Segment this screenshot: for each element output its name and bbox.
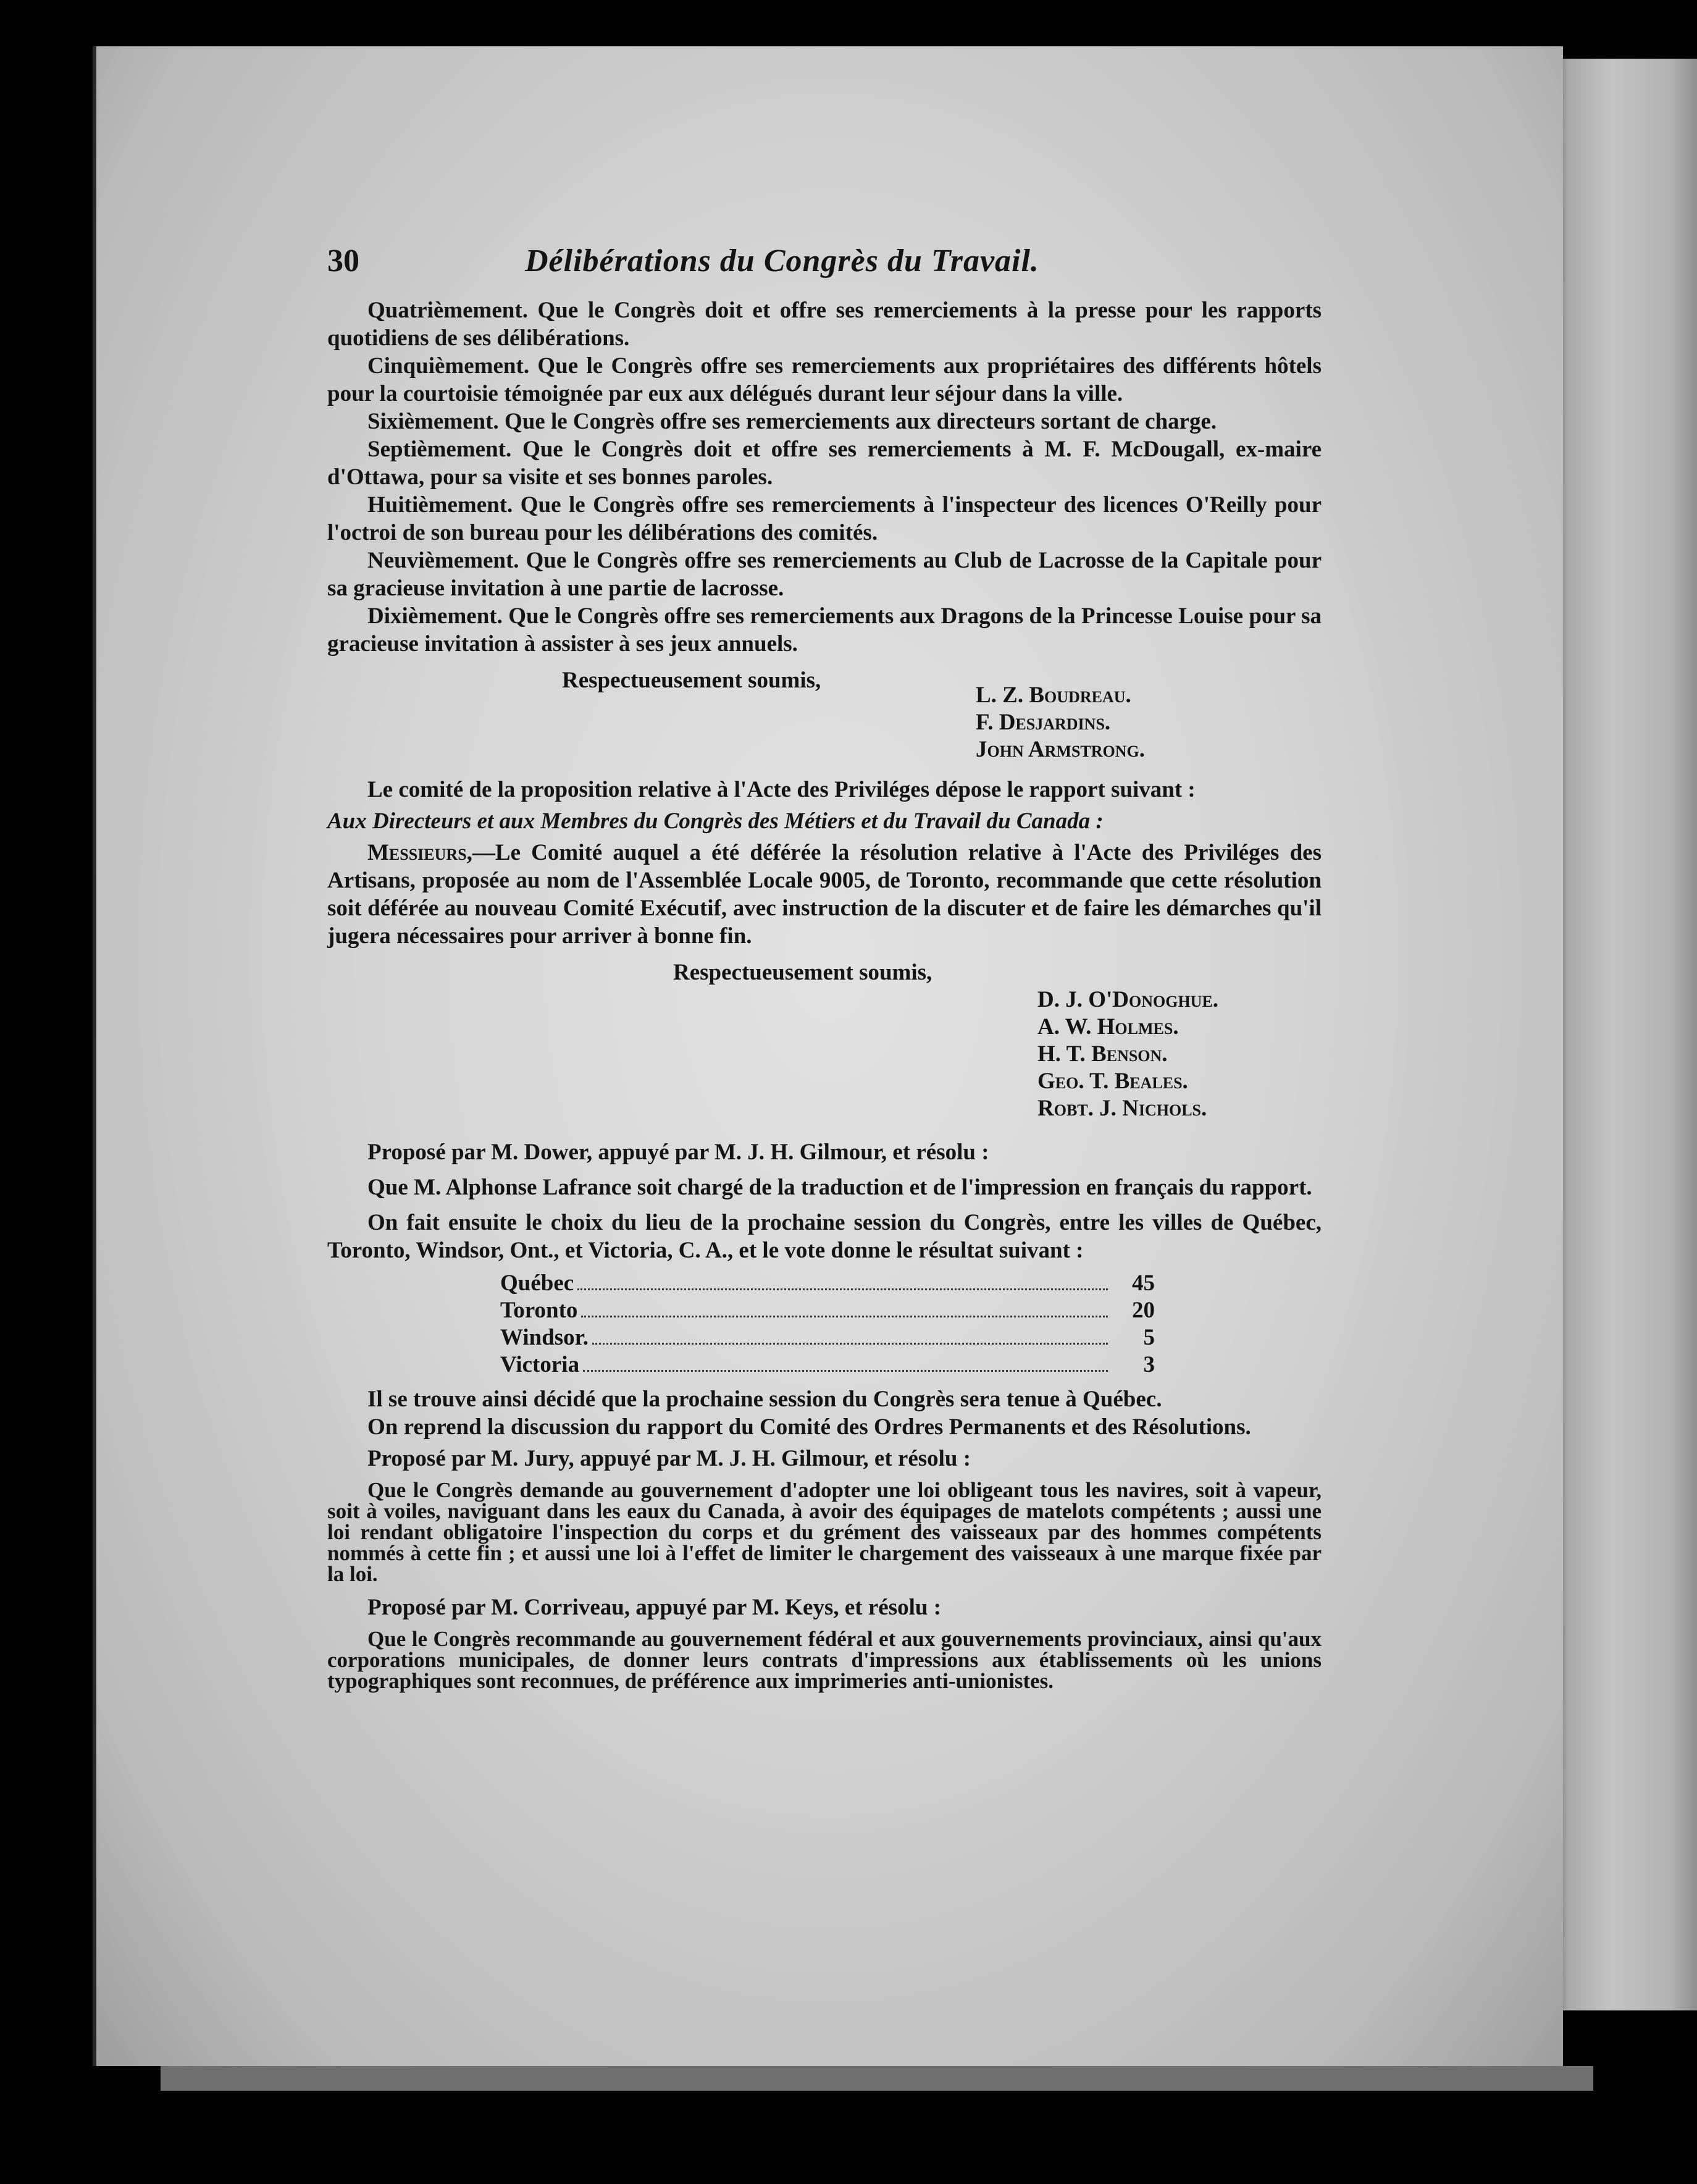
address-line: Aux Directeurs et aux Membres du Congrès des Métiers et du Travail du Canada : bbox=[327, 808, 1104, 834]
running-title: Délibérations du Congrès du Travail. bbox=[525, 243, 1039, 279]
vote-row bbox=[500, 1269, 1155, 1296]
vote-city: Windsor. bbox=[500, 1325, 589, 1350]
leader-dots bbox=[583, 1370, 1108, 1372]
vote-row bbox=[500, 1351, 1155, 1378]
signer-name: A. W. Holmes. bbox=[1037, 1014, 1179, 1040]
resolution-lead: Neuvièmement. bbox=[367, 548, 519, 573]
signer-name: Robt. J. Nichols. bbox=[1037, 1096, 1207, 1121]
signers-list-1 bbox=[976, 682, 1322, 763]
report-lead: Messieurs, bbox=[367, 840, 472, 865]
page-header bbox=[327, 243, 1322, 296]
resolution-lead: Quatrièmement. bbox=[367, 298, 528, 323]
vote-table bbox=[500, 1269, 1155, 1378]
vote-count: 20 bbox=[1132, 1298, 1155, 1323]
vote-count: 3 bbox=[1143, 1352, 1155, 1377]
motion-heading: Proposé par M. Jury, appuyé par M. J. H. Gilmour, et résolu : bbox=[367, 1446, 971, 1471]
resolutions-list bbox=[327, 296, 1322, 658]
motion-text: Que le Congrès demande au gouvernement d'adopter une loi obligeant tous les navires, soit à vapeur, soit à voiles, naviguant dans les eaux du Canada, à avoir des équipages de matelots compétents ; aussi une loi rendant obligatoire l'inspection du corps et du grément des vaisseaux par des hommes compétents nommés à cette fin ; et aussi une loi à l'effet de limiter le chargement des vaisseaux à une marque fixée par la loi. bbox=[327, 1478, 1322, 1586]
closing-block-2 bbox=[327, 959, 1322, 1122]
signers-list-2 bbox=[1037, 986, 1322, 1122]
resolution-text: Que le Congrès offre ses remerciements aux directeurs sortant de charge. bbox=[504, 409, 1217, 434]
report-text: —Le Comité auquel a été déférée la résolution relative à l'Acte des Priviléges des Artisans, proposée au nom de l'Assemblée Locale 9005, de Toronto, recommande que cette résolution soit déférée au nouveau Comité Exécutif, avec instruction de la discuter et de faire les démarches qu'il jugera nécessaires pour arriver à bonne fin. bbox=[327, 840, 1322, 949]
motion-heading: Proposé par M. Dower, appuyé par M. J. H. Gilmour, et résolu : bbox=[367, 1140, 989, 1165]
vote-row bbox=[500, 1324, 1155, 1351]
resolution-text: Que le Congrès doit et offre ses remerciements à la presse pour les rapports quotidiens de ses délibérations. bbox=[327, 298, 1322, 351]
resolution-item bbox=[327, 602, 1322, 658]
resolution-item bbox=[327, 491, 1322, 547]
resolution-item bbox=[327, 547, 1322, 602]
decision-text: Il se trouve ainsi décidé que la prochaine session du Congrès sera tenue à Québec. bbox=[367, 1387, 1162, 1412]
motion-heading: Proposé par M. Corriveau, appuyé par M. Keys, et résolu : bbox=[367, 1595, 942, 1620]
motion-text: Que le Congrès recommande au gouvernement fédéral et aux gouvernements provinciaux, ainsi qu'aux corporations municipales, de donner leurs contrats d'impressions aux établissements où les unions typographiques sont reconnues, de préférence aux imprimeries anti-unionistes. bbox=[327, 1627, 1322, 1693]
resolution-text: Que le Congrès offre ses remerciements au Club de Lacrosse de la Capitale pour sa gracieuse invitation à une partie de lacrosse. bbox=[327, 548, 1322, 601]
vote-city: Québec bbox=[500, 1270, 574, 1296]
closing-text: Respectueusement soumis, bbox=[562, 668, 821, 693]
resolution-item bbox=[327, 296, 1322, 352]
vote-count: 5 bbox=[1143, 1325, 1155, 1350]
resolution-lead: Cinquièmement. bbox=[367, 353, 530, 379]
resolution-text: Que le Congrès offre ses remerciements aux propriétaires des différents hôtels pour la courtoisie témoignée par eux aux délégués durant leur séjour dans la ville. bbox=[327, 353, 1322, 406]
vote-intro: On fait ensuite le choix du lieu de la prochaine session du Congrès, entre les villes de Québec, Toronto, Windsor, Ont., et Victoria, C. A., et le vote donne le résultat suivant : bbox=[327, 1210, 1322, 1263]
closing-text: Respectueusement soumis, bbox=[673, 960, 932, 985]
resolution-item bbox=[327, 435, 1322, 491]
resolution-lead: Dixièmement. bbox=[367, 603, 503, 629]
signer-name: F. Desjardins. bbox=[976, 710, 1111, 735]
page-content bbox=[327, 243, 1322, 1693]
committee-intro: Le comité de la proposition relative à l'Acte des Priviléges dépose le rapport suivant : bbox=[367, 777, 1196, 802]
resolution-item bbox=[327, 352, 1322, 408]
resolution-text: Que le Congrès doit et offre ses remerciements à M. F. McDougall, ex-maire d'Ottawa, pour sa visite et ses bonnes paroles. bbox=[327, 437, 1322, 490]
resolution-item bbox=[327, 408, 1322, 435]
vote-count: 45 bbox=[1132, 1270, 1155, 1296]
vote-city: Victoria bbox=[500, 1352, 580, 1377]
resolution-text: Que le Congrès offre ses remerciements aux Dragons de la Princesse Louise pour sa gracieuse invitation à assister à ses jeux annuels. bbox=[327, 603, 1322, 657]
resolution-lead: Huitièmement. bbox=[367, 492, 513, 518]
page-bottom-edge bbox=[161, 2066, 1593, 2091]
signer-name: John Armstrong. bbox=[976, 737, 1146, 762]
signer-name: Geo. T. Beales. bbox=[1037, 1069, 1188, 1094]
leader-dots bbox=[577, 1288, 1108, 1290]
vote-city: Toronto bbox=[500, 1298, 578, 1323]
resolution-lead: Sixièmement. bbox=[367, 409, 499, 434]
report-paragraph bbox=[327, 839, 1322, 950]
motion-text: Que M. Alphonse Lafrance soit chargé de la traduction et de l'impression en français du rapport. bbox=[367, 1175, 1312, 1200]
signer-name: D. J. O'Donoghue. bbox=[1037, 987, 1219, 1012]
signer-name: H. T. Benson. bbox=[1037, 1041, 1168, 1067]
page-number: 30 bbox=[327, 243, 359, 279]
vote-row bbox=[500, 1296, 1155, 1324]
resolution-text: Que le Congrès offre ses remerciements à l'inspecteur des licences O'Reilly pour l'octroi de son bureau pour les délibérations des comités. bbox=[327, 492, 1322, 545]
closing-block-1 bbox=[327, 666, 1322, 763]
resume-text: On reprend la discussion du rapport du Comité des Ordres Permanents et des Résolutions. bbox=[367, 1414, 1251, 1440]
resolution-lead: Septièmement. bbox=[367, 437, 512, 462]
leader-dots bbox=[592, 1343, 1108, 1345]
signer-name: L. Z. Boudreau. bbox=[976, 682, 1131, 708]
leader-dots bbox=[581, 1316, 1108, 1317]
adjacent-page-edge bbox=[1547, 59, 1697, 2010]
